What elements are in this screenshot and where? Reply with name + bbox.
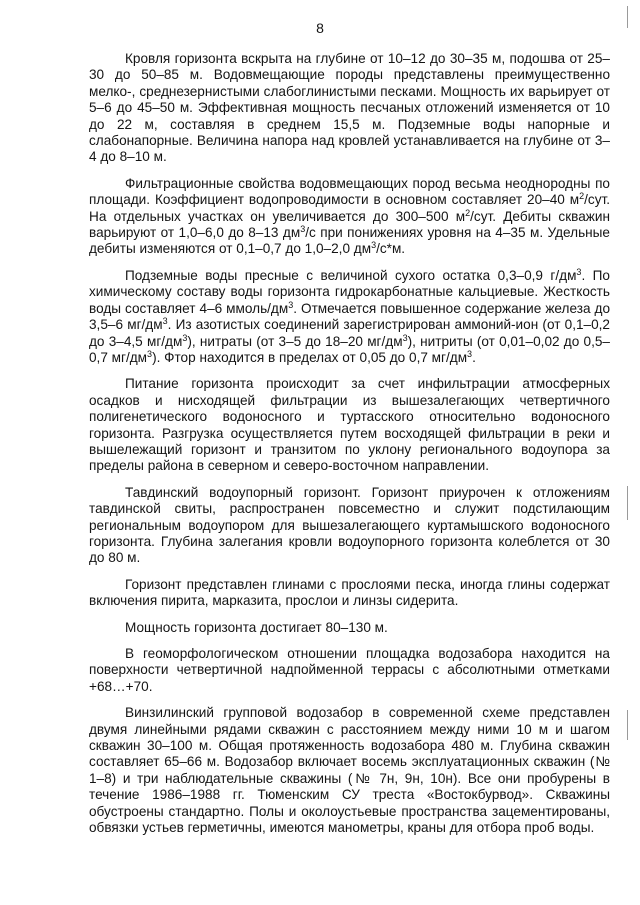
paragraph-filtration-properties: Фильтрационные свойства водовмещающих пород весьма неоднородны по площади. Коэффициент водопроводимости в основном составляет 20–40 $м^2$/сут. На отдельных участках он увеличивается до 300–500 $м^2$/сут. Дебиты скважин варьируют от 1,0–6,0 до 8–13 $дм^3/с$ при понижениях уровня на 4–35 м. Удельные дебиты изменяются от 0,1–0,7 до 1,0–2,0 $дм^3/с*м$.	[89, 175, 610, 257]
paragraph-tavda-aquitard: Тавдинский водоупорный горизонт. Горизонт приурочен к отложениям тавдинской свиты, распространен повсеместно и служит подстилающим региональным водоупором для вышезалегающего куртамышского водоносного горизонта. Глубина залегания кровли водоупорного горизонта колеблется от 30 до 80 м.	[89, 484, 610, 566]
paragraph-recharge-discharge: Питание горизонта происходит за счет инфильтрации атмосферных осадков и нисходящей фильтрации из вышезалегающих четвертичного полигенетического водоносного и туртасского относительно водоносного горизонта. Разгрузка осуществляется путем восходящей фильтрации в реки и вышележащий горизонт и транзитом по уклону регионального водоупора за пределы района в северном и северо-восточном направлении.	[89, 376, 610, 474]
paragraph-water-chemistry: Подземные воды пресные с величиной сухого остатка 0,3–0,9 $г/дм^3$. По химическому составу воды горизонта гидрокарбонатные кальциевые. Жесткость воды составляет 4–6 ммоль/$дм^3$. Отмечается повышенное содержание железа до 3,5–6 $мг/дм^3$. Из азотистых соединений зарегистрирован аммоний-ион (от 0,1–0,2 до 3–4,5 $мг/дм^3$), нитраты (от 3–5 до 18–20 $мг/дм^3$), нитриты (от 0,01–0,02 до 0,5–0,7 $мг/дм^3$). Фтор находится в пределах от 0,05 до 0,7 $мг/дм^3$.	[89, 266, 611, 365]
scan-edge-mark	[627, 6, 628, 28]
paragraph-aquifer-roof: Кровля горизонта вскрыта на глубине от 10–12 до 30–35 м, подошва от 25–30 до 50–85 м. Водовмещающие породы представлены преимущественно мелко-, среднезернистыми слабоглинистыми песками. Мощность их варьирует от 5–6 до 45–50 м. Эффективная мощность песчаных отложений изменяется от 10 до 22 м, составляя в среднем 15,5 м. Подземные воды напорные и слабонапорные. Величина напора над кровлей устанавливается на глубине от 3–4 до 8–10 м.	[89, 51, 610, 165]
page-number: 8	[316, 20, 324, 36]
paragraph-thickness: Мощность горизонта достигает 80–130 м.	[125, 619, 388, 635]
scan-edge-mark	[627, 710, 628, 740]
paragraph-geomorphology: В геоморфологическом отношении площадка водозабора находится на поверхности четвертичной надпойменной террасы с абсолютными отметками +68…+70.	[89, 646, 610, 694]
document-body	[89, 51, 610, 846]
paragraph-clay-composition: Горизонт представлен глинами с прослоями песка, иногда глины содержат включения пирита, марказита, прослои и линзы сидерита.	[89, 576, 610, 609]
scan-edge-mark	[627, 486, 628, 520]
paragraph-vinzili-wellfield: Винзилинский групповой водозабор в современной схеме представлен двумя линейными рядами скважин с расстоянием между ними 10 м и шагом скважин 30–100 м. Общая протяженность водозабора 480 м. Глубина скважин составляет 65–66 м. Водозабор включает восемь эксплуатационных скважин (№ 1–8) и три наблюдательные скважины (№ 7н, 9н, 10н). Все они пробурены в течение 1986–1988 гг. Тюменским СУ треста «Востокбурвод». Скважины обустроены стандартно. Полы и околоустьевые пространства зацементированы, обвязки устьев герметичны, имеются манометры, краны для отбора проб воды.	[89, 705, 610, 836]
